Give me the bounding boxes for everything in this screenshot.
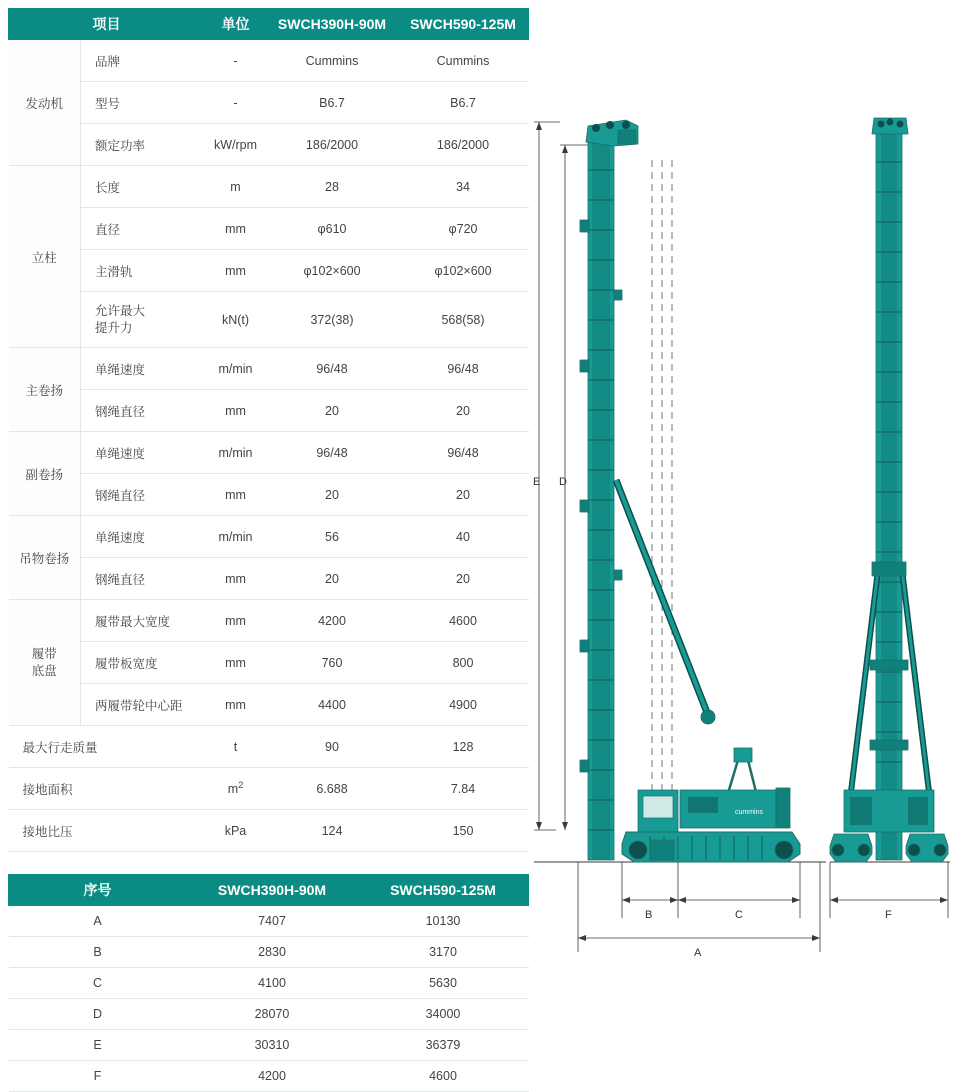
crawler-track (622, 832, 800, 862)
row-value-a: 186/2000 (267, 124, 398, 166)
dim-value-a: 30310 (187, 1030, 358, 1061)
group-label-undercarriage (9, 600, 81, 726)
col-header-model-a: SWCH390H-90M (267, 9, 398, 40)
row-label: 额定功率 (81, 124, 205, 166)
mast-assembly (580, 120, 638, 860)
table-row (9, 40, 529, 82)
row-value-b: 96/48 (398, 432, 529, 474)
dim-value-b: 3170 (358, 937, 529, 968)
row-unit: mm (205, 208, 267, 250)
row-value-a: Cummins (267, 40, 398, 82)
row-label: 钢绳直径 (81, 558, 205, 600)
drill-tool (650, 840, 674, 860)
row-value-b: 7.84 (398, 768, 529, 810)
row-value-b: 20 (398, 558, 529, 600)
row-value-b: 568(58) (398, 292, 529, 348)
row-value-b: 34 (398, 166, 529, 208)
upperstructure (638, 788, 790, 832)
row-value-b: 40 (398, 516, 529, 558)
dim-id: C (9, 968, 187, 999)
row-label: 接地面积 (9, 768, 205, 810)
table-row (9, 390, 529, 432)
col-header-item: 项目 (9, 9, 205, 40)
row-value-b: 800 (398, 642, 529, 684)
row-label: 接地比压 (9, 810, 205, 852)
table-row (9, 906, 529, 937)
row-label: 型号 (81, 82, 205, 124)
dim-id: A (9, 906, 187, 937)
row-unit: - (205, 40, 267, 82)
kelly-bar (652, 160, 672, 840)
dim-value-a: 4200 (187, 1061, 358, 1092)
table-row (9, 600, 529, 642)
row-label: 两履带轮中心距 (81, 684, 205, 726)
row-label: 单绳速度 (81, 432, 205, 474)
row-value-a: 372(38) (267, 292, 398, 348)
row-unit: m/min (205, 348, 267, 390)
dim-value-b: 10130 (358, 906, 529, 937)
table-row (9, 642, 529, 684)
dim-value-b: 5630 (358, 968, 529, 999)
row-value-b: 4900 (398, 684, 529, 726)
row-value-b: B6.7 (398, 82, 529, 124)
group-label-main-winch: 主卷扬 (9, 348, 81, 432)
row-label: 单绳速度 (81, 516, 205, 558)
row-unit-exponent: 2 (238, 779, 244, 790)
row-label-line1: 允许最大 (95, 303, 146, 318)
row-value-a: 4400 (267, 684, 398, 726)
group-label-line2: 底盘 (31, 663, 57, 678)
row-label: 直径 (81, 208, 205, 250)
row-value-b: 20 (398, 474, 529, 516)
dim-id: F (9, 1061, 187, 1092)
dim-id: D (9, 999, 187, 1030)
row-unit: mm (205, 642, 267, 684)
table-row (9, 999, 529, 1030)
row-label: 履带板宽度 (81, 642, 205, 684)
row-unit-base: m (227, 781, 239, 796)
front-view-drawing (824, 100, 954, 960)
row-label: 主滑轨 (81, 250, 205, 292)
upperstructure-front (844, 790, 934, 832)
row-label: 最大行走质量 (9, 726, 205, 768)
table-row (9, 937, 529, 968)
dim-label-B: B (645, 909, 653, 921)
dim-value-b: 34000 (358, 999, 529, 1030)
table-row (9, 516, 529, 558)
row-unit: m (205, 166, 267, 208)
dim-id: B (9, 937, 187, 968)
dim-value-a: 7407 (187, 906, 358, 937)
row-value-a: 124 (267, 810, 398, 852)
row-label: 长度 (81, 166, 205, 208)
group-label-engine: 发动机 (9, 40, 81, 166)
row-value-b: Cummins (398, 40, 529, 82)
table-row (9, 1061, 529, 1092)
dim-value-a: 2830 (187, 937, 358, 968)
row-value-a: φ610 (267, 208, 398, 250)
col-header-model-b: SWCH590-125M (358, 875, 529, 906)
dim-value-b: 4600 (358, 1061, 529, 1092)
row-value-b: φ102×600 (398, 250, 529, 292)
table-row (9, 82, 529, 124)
row-unit: m/min (205, 432, 267, 474)
table-row (9, 348, 529, 390)
table-row (9, 124, 529, 166)
side-view-drawing (530, 100, 830, 960)
row-value-a: B6.7 (267, 82, 398, 124)
group-label-hoist-winch: 吊物卷扬 (9, 516, 81, 600)
specifications-table (8, 8, 529, 852)
table-row (9, 768, 529, 810)
row-value-a: 4200 (267, 600, 398, 642)
row-unit: mm (205, 390, 267, 432)
drawings-column (530, 100, 954, 960)
dim-value-a: 4100 (187, 968, 358, 999)
table-row (9, 726, 529, 768)
row-value-b: φ720 (398, 208, 529, 250)
row-unit: kN(t) (205, 292, 267, 348)
table-row (9, 810, 529, 852)
row-unit (205, 768, 267, 810)
row-value-b: 96/48 (398, 348, 529, 390)
dim-label-E: E (533, 476, 541, 488)
table-row (9, 474, 529, 516)
group-label-line1: 履带 (31, 646, 57, 661)
row-unit: kPa (205, 810, 267, 852)
table-row (9, 166, 529, 208)
row-value-a: 20 (267, 558, 398, 600)
row-value-b: 128 (398, 726, 529, 768)
dim-label-D: D (559, 476, 567, 488)
row-value-b: 186/2000 (398, 124, 529, 166)
row-label-line2: 提升力 (95, 320, 133, 335)
tables-column (8, 8, 528, 1092)
row-value-a: φ102×600 (267, 250, 398, 292)
row-value-b: 4600 (398, 600, 529, 642)
row-label (81, 292, 205, 348)
row-value-a: 20 (267, 474, 398, 516)
row-value-a: 6.688 (267, 768, 398, 810)
col-header-model-a: SWCH390H-90M (187, 875, 358, 906)
dim-value-a: 28070 (187, 999, 358, 1030)
row-value-a: 760 (267, 642, 398, 684)
row-label: 品牌 (81, 40, 205, 82)
table-row (9, 292, 529, 348)
col-header-unit: 单位 (205, 9, 267, 40)
table-row (9, 250, 529, 292)
row-value-a: 56 (267, 516, 398, 558)
svg-text:cummins: cummins (735, 809, 764, 816)
group-label-mast: 立柱 (9, 166, 81, 348)
row-label: 钢绳直径 (81, 390, 205, 432)
table-header-row (9, 9, 529, 40)
dim-label-F: F (885, 909, 892, 921)
row-unit: mm (205, 684, 267, 726)
dim-value-b: 36379 (358, 1030, 529, 1061)
table-row (9, 432, 529, 474)
row-value-a: 90 (267, 726, 398, 768)
col-header-model-b: SWCH590-125M (398, 9, 529, 40)
col-header-index: 序号 (9, 875, 187, 906)
table-row (9, 968, 529, 999)
row-value-b: 150 (398, 810, 529, 852)
row-unit: mm (205, 558, 267, 600)
row-unit: mm (205, 250, 267, 292)
row-unit: t (205, 726, 267, 768)
row-value-b: 20 (398, 390, 529, 432)
table-row (9, 1030, 529, 1061)
table-header-row (9, 875, 529, 906)
row-value-a: 96/48 (267, 432, 398, 474)
row-value-a: 28 (267, 166, 398, 208)
row-label: 钢绳直径 (81, 474, 205, 516)
dim-label-C: C (735, 909, 743, 921)
table-row (9, 684, 529, 726)
row-label: 单绳速度 (81, 348, 205, 390)
row-unit: m/min (205, 516, 267, 558)
group-label-aux-winch: 副卷扬 (9, 432, 81, 516)
row-unit: mm (205, 600, 267, 642)
dim-label-A: A (694, 947, 702, 959)
dim-id: E (9, 1030, 187, 1061)
row-unit: - (205, 82, 267, 124)
dimensions-table (8, 874, 529, 1092)
row-value-a: 20 (267, 390, 398, 432)
row-unit: kW/rpm (205, 124, 267, 166)
table-row (9, 558, 529, 600)
row-label: 履带最大宽度 (81, 600, 205, 642)
table-row (9, 208, 529, 250)
row-value-a: 96/48 (267, 348, 398, 390)
row-unit: mm (205, 474, 267, 516)
